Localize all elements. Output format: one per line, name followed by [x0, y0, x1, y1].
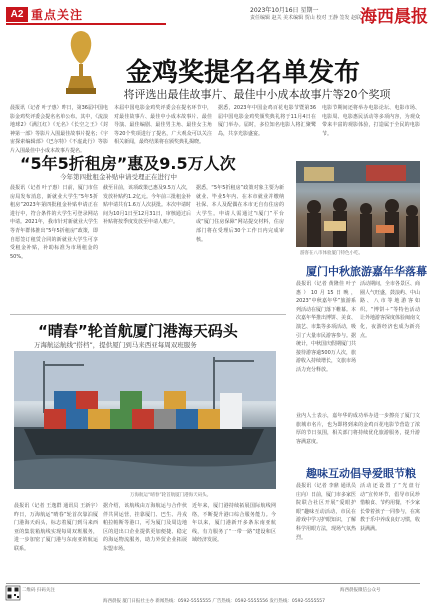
photo1-caption: 游客在八市体验厦门特色小吃。	[300, 251, 363, 256]
eyecare-body-col2: 活动还设置了“光盘行动”宣传环节，倡导市民珍惜粮食、节约用餐，不少家长带着孩子一同参与，在寓教于乐中养成良好习惯，收获满满。	[360, 483, 421, 532]
section-rule	[6, 23, 166, 25]
footer-info: 海西晨报 厦门日报社主办 新闻热线：0592-5555555 广告热线：0592-5555556 发行热线：0592-5555557	[102, 599, 326, 604]
shipping-headline: “晴春”轮首航厦门港海天码头	[38, 322, 238, 340]
shipping-body-col1: 晨报讯（记者 王逸群 通讯员 王新宇）昨日，万海航运“晴春”轮首次靠泊厦门港海天码头，标志着厦门到马来西亚的集装箱航线实现每周双班服务，进一步加密了厦门港与东南亚的航运联系。	[14, 503, 98, 552]
tourism-body-col2: 活动期间，全市各景区、商圈人气旺盛，鼓浪屿、中山路、八市等地游客如织。“博饼＋”等特色活动让外地游客深度体验闽南文化，夜游经济也成为新亮点。	[360, 281, 421, 339]
shipping-body-col3: 近年来，厦门港持续拓展国际航线网络，不断提升港口综合服务能力。今年以来，厦门港新开多条东南亚航线，有力服务了“一带一路”建设和区域经济发展。	[192, 503, 276, 544]
lead-body-col2: 本届中国电影金鸡奖评委会在提名环节中，对最佳故事片、最佳中小成本故事片、最佳导演、最佳编剧、最佳男主角、最佳女主角等20个奖项进行了提名，广大观众可以关注相关新闻，最终结果将在颁奖典礼揭晓。	[114, 105, 212, 146]
rent-body-col1: 晨报讯（记者 叶子惠）日前，厦门市住房局发布消息，新就业大学生“5年5折租房”2023年第四批租金补贴申请正在进行中，符合条件的大学生可登录网站申请。2021年，我市针对新就业大学生等青年群体推出“5年5折租房”政策，即自愿签订租赁合同的新就业大学生可享受租金补贴，补助标准为市场租金的50%。	[10, 185, 98, 260]
masthead-logo: 海西晨报	[360, 7, 428, 27]
photo2-caption: 万海航运“晴春”轮首航厦门港海天码头。	[130, 493, 212, 498]
rent-headline: “5年5折租房”惠及9.5万人次	[20, 154, 236, 173]
section-name: 重点关注	[31, 8, 84, 22]
shipping-subheadline: 万海航运航线“搭档”，提供厦门到马来西亚每周双班服务	[34, 341, 197, 349]
eyecare-headline: 趣味互动倡导爱眼节粮	[306, 467, 416, 480]
section-divider	[10, 314, 286, 315]
footer-rule	[6, 583, 420, 584]
rent-body-col3: 据悉，“5年5折租房”政策对象主要为新就业、毕业5年内、在本市就业并缴纳社保、本人及配偶在本市无自有住房的大学生。申请人需通过“i厦门”平台或“厦门住房保障”网站提交材料，住房部门将在受理后30个工作日内完成审核。	[196, 185, 284, 243]
lead-body-col4: 电影节期间还将举办电影论坛、电影市场、电影周、电影惠民活动等多项内容，为观众带来丰富的观影体验，打造属于全民的电影节。	[322, 105, 420, 137]
shipping-body-col2: 据介绍，该航线由万海航运与合作伙伴共同运营，挂靠厦门、巴生、丹戎帕拉帕斯等港口，可为厦门及周边地区的进出口企业提供更加便捷、稳定的海运物流服务，助力外贸企业拓展东盟市场。	[103, 503, 187, 552]
footer-right: 海西晨报微信公众号	[340, 588, 381, 593]
lead-subheadline: 将评选出最佳故事片、最佳中小成本故事片等20个奖项	[123, 88, 391, 101]
lead-body-col3: 据悉，2023年中国金鸡百花电影节暨第36届中国电影金鸡奖颁奖典礼将于11月4日在厦门举办。届时，多位知名电影人将汇聚鹭岛，共享光影盛宴。	[218, 105, 316, 137]
trophy-icon	[60, 28, 102, 96]
tourism-headline: 厦门中秋旅游嘉年华落幕	[306, 265, 427, 278]
rent-body-col2: 截至目前，该项政策已惠及9.5万人次，发放补贴约1.2亿元。今年前三批租金补贴申请共有1.6万人次获批。本次申请时间为10月1日至12月31日，审核通过后补贴将按季度发放至申请人账户。	[103, 185, 191, 226]
qr-code-icon	[6, 586, 20, 600]
tourism-body-col1: 晨报讯（记者 黄隆佳 叶子惠）10月15日晚，2023“中秋嘉年华”旅游系列活动在厦门落下帷幕。本次嘉年华推出博饼、美食、演艺、市集等多项活动，吸引了大量市民游客参与。据统计，中秋国庆假期厦门共接待游客逾500万人次，旅游收入持续增长，文旅市场活力充分释放。	[296, 281, 357, 373]
lead-body-col1: 晨报讯（记者 叶子惠）昨日，第36届中国电影金鸡奖评委会提名名单公布。其中，《流浪地球2》《满江红》《无名》《长空之王》《封神第一部》等影片入围最佳故事片提名；《宇宙探索编辑部》《巴尔特》《不虚此行》等影片入围最佳中小成本故事片提名。	[10, 105, 108, 154]
lead-headline: 金鸡奖提名名单发布	[125, 58, 360, 88]
rent-subheadline: 今年第四批租金补贴申请受理正在进行中	[60, 173, 177, 181]
editor-line: 责任编辑 赵关 美术编辑 贺山 校对 王静 签发 赵联	[250, 15, 362, 21]
tourism-body-col3: 业内人士表示，嘉年华的成功举办进一步擦亮了厦门文旅城市名片，也为即将到来的金鸡百花电影节营造了浓厚的节日氛围，相关部门将持续优化旅游服务，提升游客满意度。	[296, 413, 420, 445]
container-ship-photo	[14, 351, 276, 489]
night-market-photo	[296, 161, 420, 247]
eyecare-body-col1: 晨报讯（记者 李鼎 通讯员 庄向）日前，厦门市多家医院联合社区开展“爱眼护眼”趣味互动活动，市民在游戏中学习护眼知识，了解科学用眼方法，现场气氛热烈。	[296, 483, 357, 541]
footer-left: 二维码 扫码关注	[22, 588, 55, 593]
section-code: A2	[6, 7, 28, 22]
issue-date: 2023年10月16日 星期一	[250, 7, 319, 14]
